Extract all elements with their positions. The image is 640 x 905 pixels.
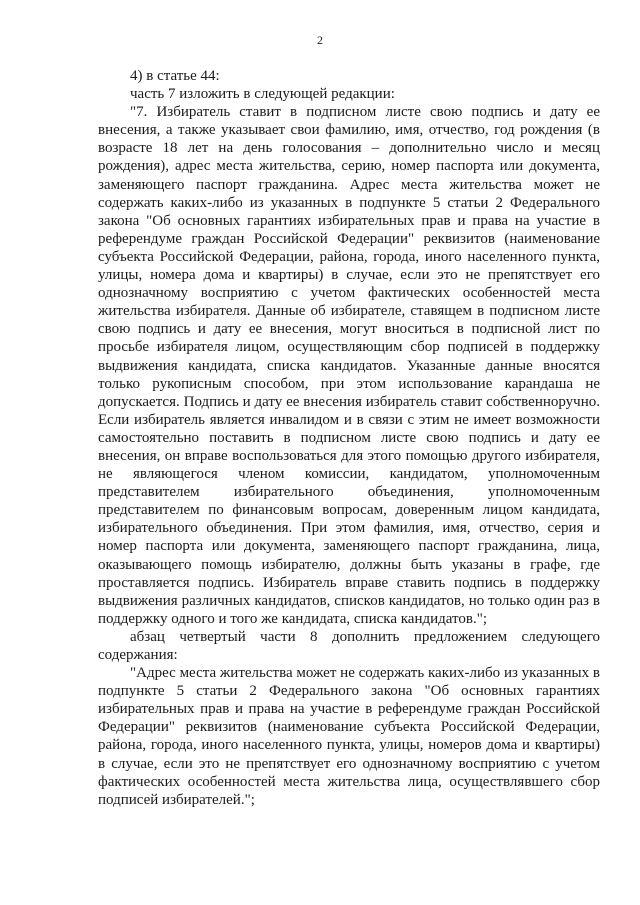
document-body [98,67,600,809]
paragraph-part-8-text: "Адрес места жительства может не содержать каких-либо из указанных в подпункте 5 статьи 2 Федерального закона "Об основных гарантиях избирательных прав и права на участие в референдуме граждан Российской Федерации" реквизитов (наименование субъекта Российской Федерации, района, города, иного населенного пункта, улицы, номеров дома и квартиры) в случае, если это не препятствует его однозначному восприятию с учетом фактических особенностей места жительства лица, осуществлявшего сбор подписей избирателей."; [98,665,600,808]
page-number: 2 [317,33,323,47]
paragraph-part-7-instruction: часть 7 изложить в следующей редакции: [130,86,395,103]
paragraph-article-44: 4) в статье 44: [130,68,220,84]
paragraph-part-7-text: "7. Избиратель ставит в подписном листе свою подпись и дату ее внесения, а также указывает свои фамилию, имя, отчество, год рождения (в возрасте 18 лет на день голосования – дополнительно число и месяц рождения), адрес места жительства, серию, номер паспорта или документа, заменяющего паспорт гражданина. Адрес места жительства может не содержать каких-либо из указанных в подпункте 5 статьи 2 Федерального закона "Об основных гарантиях избирательных прав и права на участие в референдуме граждан Российской Федерации" реквизитов (наименование субъекта Российской Федерации, района, города, иного населенного пункта, улицы, номера дома и квартиры) в случае, если это не препятствует его однозначному восприятию с учетом фактических особенностей места жительства избирателя. Данные об избирателе, ставящем в подписном листе свою подпись и дату ее внесения, могут вноситься в подписной лист по просьбе избирателя лицом, осуществляющим сбор подписей в поддержку выдвижения кандидата, списка кандидатов. Указанные данные вносятся только рукописным способом, при этом использование карандаша не допускается. Подпись и дату ее внесения избиратель ставит собственноручно. Если избиратель является инвалидом и в связи с этим не имеет возможности самостоятельно поставить в подписном листе свою подпись и дату ее внесения, он вправе воспользоваться для этого помощью другого избирателя, не являющегося членом комиссии, кандидатом, уполномоченным представителем избирательного объединения, уполномоченным представителем по финансовым вопросам, доверенным лицом кандидата, избирательного объединения. При этом фамилия, имя, отчество, серия и номер паспорта или документа, заменяющего паспорт гражданина, лица, оказывающего помощь избирателю, должны быть указаны в графе, где проставляется подпись. Избиратель вправе ставить подпись в поддержку выдвижения различных кандидатов, списков кандидатов, но только один раз в поддержку одного и того же кандидата, списка кандидатов."; [98,104,600,627]
paragraph-part-8-instruction: абзац четвертый части 8 дополнить предложением следующего содержания: [98,628,600,663]
